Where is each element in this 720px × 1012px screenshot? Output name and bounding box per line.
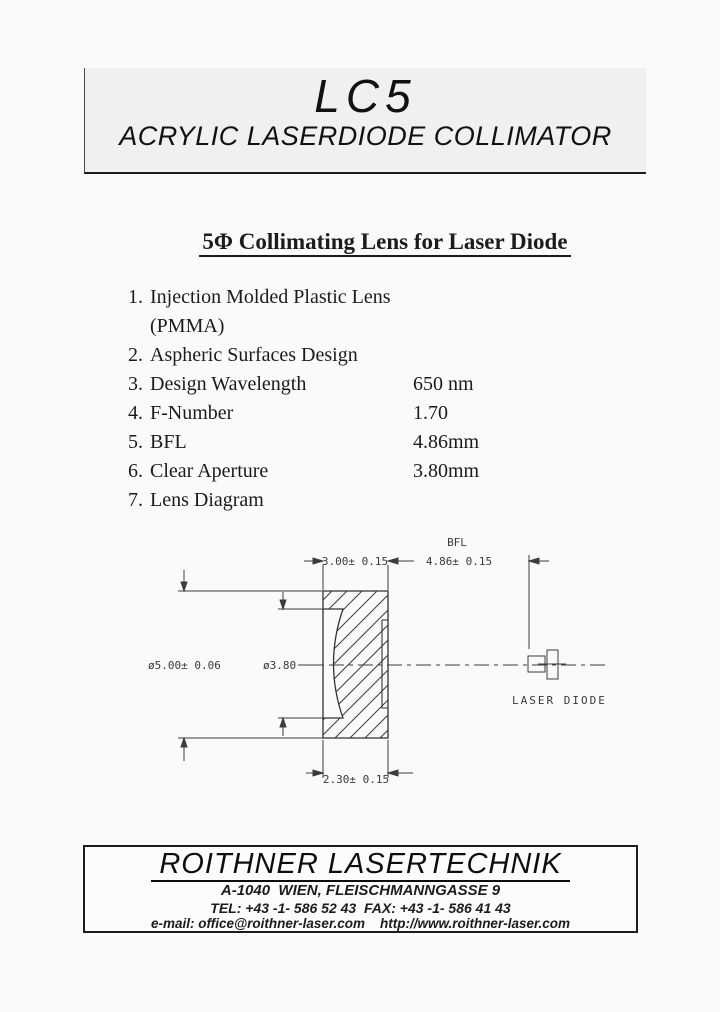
- product-model: LC5: [314, 70, 417, 122]
- bfl-label: BFL: [447, 536, 467, 549]
- spec-label: Aspheric Surfaces Design: [150, 344, 358, 366]
- spec-label: Injection Molded Plastic Lens (PMMA): [150, 286, 391, 337]
- spec-row: [128, 457, 479, 486]
- thickness-dim-label: 3.00± 0.15: [321, 555, 389, 568]
- spec-value: 650 nm: [413, 373, 474, 395]
- product-subtitle: ACRYLIC LASERDIODE COLLIMATOR: [119, 120, 612, 151]
- spec-number: 4.: [128, 402, 143, 424]
- company-email-web: e-mail: office@roithner-laser.com http://www.roithner-laser.com: [150, 915, 570, 931]
- document-title: [50, 229, 720, 255]
- outer-diameter-dimension: [148, 570, 323, 761]
- document-title-text: 5Φ Collimating Lens for Laser Diode: [199, 229, 570, 257]
- product-header-box: [84, 68, 646, 174]
- spec-list: [128, 283, 479, 515]
- spec-number: 3.: [128, 373, 143, 395]
- lens-diagram: [120, 518, 620, 798]
- clear-aperture-label: ø3.80: [263, 659, 297, 672]
- spec-label: Clear Aperture: [150, 460, 269, 482]
- company-address: A-1040 WIEN, FLEISCHMANNGASSE 9: [220, 882, 501, 900]
- spec-value: 1.70: [413, 402, 448, 424]
- spec-number: 7.: [128, 489, 143, 511]
- company-footer-box: [83, 845, 638, 933]
- spec-row: [128, 370, 479, 399]
- spec-value: 3.80mm: [413, 460, 480, 482]
- spec-label: BFL: [150, 431, 187, 453]
- clear-aperture-dimension: [263, 592, 323, 736]
- spec-number: 5.: [128, 431, 143, 453]
- company-tel-fax: TEL: +43 -1- 586 52 43 FAX: +43 -1- 586 41 43: [210, 899, 511, 916]
- spec-label: F-Number: [150, 402, 234, 424]
- spec-label: Design Wavelength: [150, 373, 307, 395]
- spec-number: 2.: [128, 344, 143, 366]
- bfl-dim-label: 4.86± 0.15: [425, 555, 493, 568]
- laser-diode-label: LASER DIODE: [512, 694, 607, 707]
- base-dim-label: 2.30± 0.15: [322, 773, 390, 786]
- company-name: ROITHNER LASERTECHNIK: [151, 849, 569, 882]
- spec-row: [128, 428, 479, 457]
- spec-row: [128, 486, 479, 515]
- base-dimension: [306, 740, 413, 786]
- thickness-dimension: [304, 555, 414, 590]
- bfl-dimension: [426, 536, 549, 649]
- spec-row: [128, 341, 479, 370]
- spec-number: 1.: [128, 286, 143, 308]
- spec-value: 4.86mm: [413, 431, 480, 453]
- outer-diameter-label: ø5.00± 0.06: [148, 659, 221, 672]
- spec-row: [128, 283, 479, 341]
- spec-row: [128, 399, 479, 428]
- spec-number: 6.: [128, 460, 143, 482]
- spec-label: Lens Diagram: [150, 489, 264, 511]
